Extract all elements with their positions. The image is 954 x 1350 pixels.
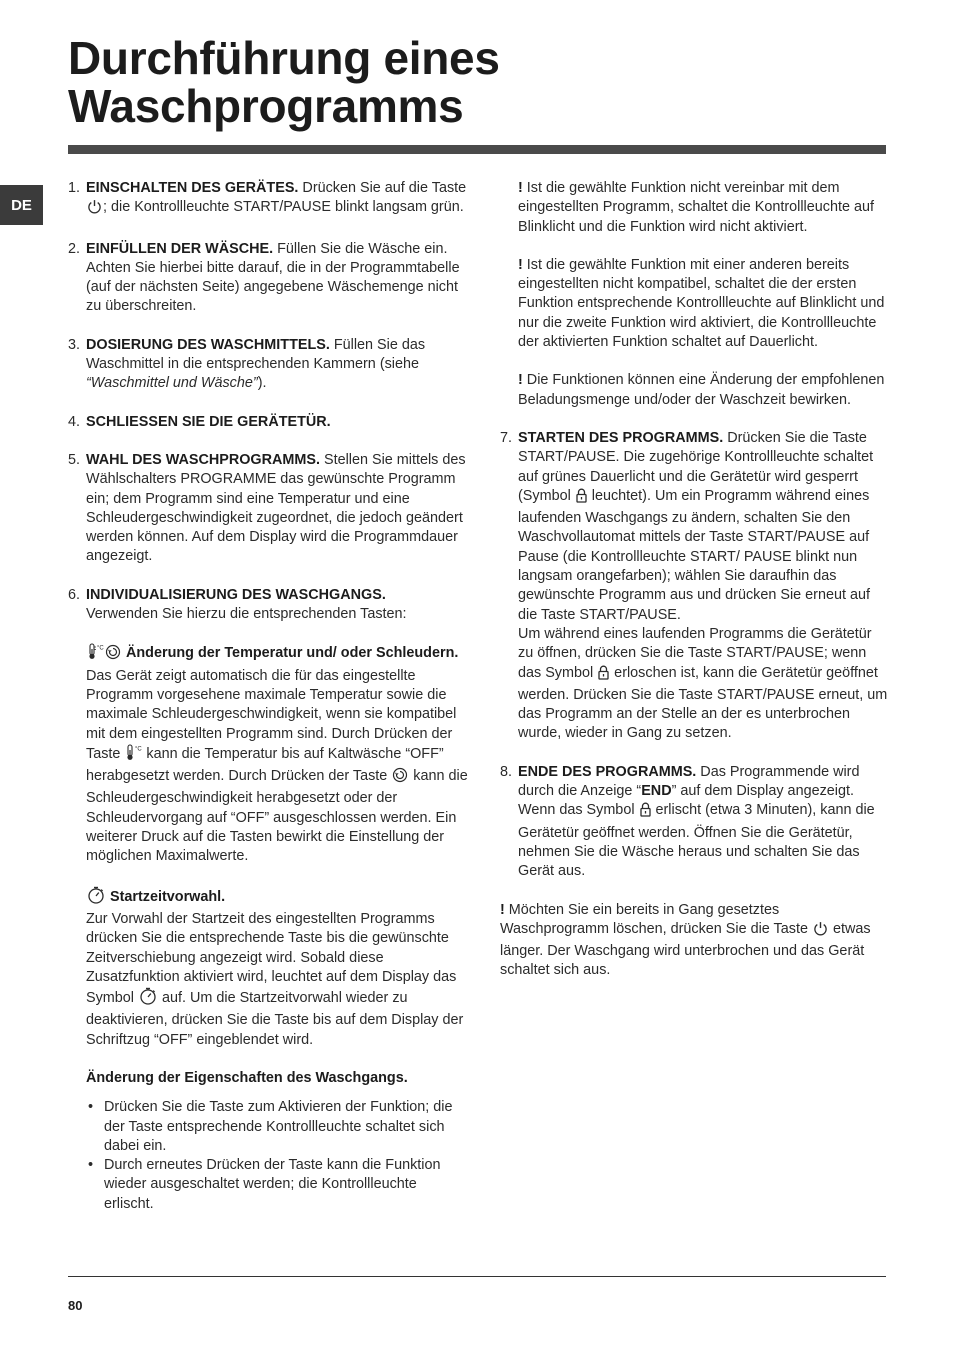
- warning-mark: !: [518, 372, 523, 389]
- note-text: Ist die gewählte Funktion mit einer anderen bereits eingestellten nicht kompatibel, schaltet die der ersten Funktion entsprechende Kontrollleuchte auf Blinklicht und nur die zweite Funktion wird aktiviert, die Kontrollleuchte der aktivierten Funktion schaltet auf Dauerlicht.: [518, 256, 885, 351]
- timer-icon: [87, 886, 105, 910]
- delay-start-heading: Startzeitvorwahl.: [110, 888, 226, 905]
- step-6: [68, 586, 468, 1214]
- step-text: erlischt (etwa 3 Minuten), kann die Gerätetür geöffnet werden. Öffnen Sie die Gerätetür, nehmen Sie die Wäsche heraus und schalten Sie das Gerät aus.: [518, 802, 875, 880]
- left-column: [68, 179, 468, 1214]
- step-intro: Verwenden Sie hierzu die entsprechenden Tasten:: [86, 606, 407, 623]
- spin-icon: [105, 644, 121, 666]
- note-incompatible-program: [500, 179, 888, 237]
- step-number: 8.: [500, 763, 513, 780]
- step-number: 6.: [68, 586, 81, 603]
- padlock-icon: [576, 488, 587, 509]
- footer-rule: [68, 1276, 886, 1277]
- step-text: ).: [257, 375, 267, 392]
- step-heading: DOSIERUNG DES WASCHMITTELS.: [86, 336, 330, 353]
- temperature-spin-text: kann die Temperatur bis auf Kaltwäsche “OFF” herabgesetzt werden. Durch Drücken der Taste: [86, 745, 444, 785]
- note-text: Die Funktionen können eine Änderung der empfohlenen Beladungsmenge und/oder der Waschzeit bewirken.: [518, 372, 885, 408]
- cross-reference: “Waschmittel und Wäsche”: [86, 375, 258, 392]
- step-number: 3.: [68, 336, 81, 353]
- delay-start-text: auf. Um die Startzeitvorwahl wieder zu deaktivieren, drücken Sie die Taste bis auf dem Display der Schriftzug “OFF” eingeblendet wird.: [86, 990, 464, 1048]
- step-text: erloschen ist, kann die Gerätetür geöffnet werden. Drücken Sie die Taste START/PAUSE erneut, um das Programm an der Stelle an der es unterbrochen wurde, wieder in Gang zu setzen.: [518, 664, 888, 742]
- step-4: [68, 413, 468, 432]
- step-heading: INDIVIDUALISIERUNG DES WASCHGANGS.: [86, 586, 386, 603]
- note-load-time: [500, 371, 888, 410]
- step-text: Füllen Sie das Waschmittel in die entsprechenden Kammern (siehe: [86, 336, 426, 373]
- step-1: [68, 179, 468, 221]
- step-heading: SCHLIESSEN SIE DIE GERÄTETÜR.: [86, 413, 331, 430]
- note-incompatible-function: [500, 256, 888, 352]
- note-cancel-program: [500, 901, 888, 981]
- step-text: Um während eines laufenden Programms die Gerätetür zu öffnen, drücken Sie die Taste START/PAUSE; wenn das Symbol: [518, 625, 872, 681]
- step-heading: WAHL DES WASCHPROGRAMMS.: [86, 451, 320, 468]
- step-text: Drücken Sie die Taste START/PAUSE. Die zugehörige Kontrollleuchte schaltet auf grünes Dauerlicht und die Gerätetür wird gesperrt (Symbol: [518, 429, 874, 504]
- list-item: • Drücken Sie die Taste zum Aktivieren der Funktion; die der Taste entsprechende Kontrollleuchte schaltet sich dabei ein.: [86, 1098, 468, 1156]
- step-3: [68, 336, 468, 394]
- step-text: Füllen Sie die Wäsche ein. Achten Sie hierbei bitte darauf, die in der Programmtabelle (auf der nächsten Seite) angegebene Wäschemenge nicht zu überschreiten.: [86, 240, 460, 315]
- delay-start-text: Zur Vorwahl der Startzeit des eingestellten Programms drücken Sie die entsprechende Taste bis die gewünschte Zeitverschiebung angezeigt wird. Sobald diese Zusatzfunktion aktiviert wird, leuchtet auf dem Display das Symbol: [86, 910, 457, 1007]
- temperature-spin-text: kann die Schleudergeschwindigkeit herabgesetzt oder der Schleudervorgang auf “OFF” ausgeschlossen werden. Ein weiterer Druck auf die Tasten bewirkt die Einstellung der möglichen Maximalwerte.: [86, 768, 468, 865]
- thermometer-celsius-icon: [125, 744, 141, 767]
- page-title: Durchführung eines Waschprogramms: [68, 32, 500, 132]
- step-5: [68, 451, 468, 567]
- step-number: 5.: [68, 451, 81, 468]
- wash-properties-heading: Änderung der Eigenschaften des Waschgangs.: [86, 1069, 408, 1086]
- list-item: • Durch erneutes Drücken der Taste kann die Funktion wieder ausgeschaltet werden; die Kontrollleuchte erlischt.: [86, 1156, 468, 1214]
- step-text: leuchtet). Um ein Programm während eines laufenden Waschgangs zu ändern, schalten Sie den Waschvollautomat mittels der Taste START/PAUSE auf Pause (die Kontrollleuchte START/ PAUSE blinkt nun langsam orangefarben); wählen Sie daraufhin das gewünschte Programm aus und drücken Sie erneut auf die Taste START/PAUSE.: [518, 487, 870, 623]
- note-text: Ist die gewählte Funktion nicht vereinbar mit dem eingestellten Programm, schaltet die Kontrollleuchte auf Blinklicht und die Funktion wird nicht aktiviert.: [518, 180, 874, 235]
- thermometer-celsius-icon: [87, 643, 103, 666]
- step-heading: EINFÜLLEN DER WÄSCHE.: [86, 240, 274, 257]
- step-text: ” auf dem Display angezeigt. Wenn das Symbol: [518, 783, 854, 819]
- step-2: [68, 240, 468, 317]
- temperature-spin-heading: Änderung der Temperatur und/ oder Schleudern.: [126, 645, 459, 662]
- page-number: 80: [68, 1298, 83, 1313]
- power-icon: [87, 199, 102, 220]
- temperature-spin-section: [86, 643, 468, 866]
- timer-icon: [139, 987, 157, 1011]
- padlock-icon: [640, 802, 651, 823]
- note-text: etwas länger. Der Waschgang wird unterbrochen und das Gerät schaltet sich aus.: [500, 920, 871, 979]
- step-text: Das Programmende wird durch die Anzeige “: [518, 763, 860, 800]
- step-heading: EINSCHALTEN DES GERÄTES.: [86, 180, 299, 196]
- svg-text:°C: °C: [97, 645, 104, 652]
- step-8: [500, 763, 888, 882]
- warning-mark: !: [500, 901, 505, 918]
- step-text: ; die Kontrollleuchte START/PAUSE blinkt langsam grün.: [103, 199, 464, 216]
- note-text: Möchten Sie ein bereits in Gang gesetztes Waschprogramm löschen, drücken Sie die Taste: [500, 901, 812, 937]
- warning-mark: !: [518, 180, 523, 196]
- step-7: [500, 429, 888, 744]
- step-number: 4.: [68, 413, 81, 430]
- right-column: [500, 179, 888, 981]
- spin-icon: [392, 767, 408, 789]
- padlock-icon: [598, 665, 609, 686]
- delay-start-section: [86, 886, 468, 1050]
- step-number: 2.: [68, 240, 81, 257]
- power-icon: [813, 921, 828, 942]
- step-number: 1.: [68, 180, 81, 196]
- temperature-spin-text: Das Gerät zeigt automatisch die für das eingestellte Programm vorgesehene maximale Temperatur sowie die maximale Schleudergeschwindigkeit, wenn sie kompatibel mit dem eingestellten Programm sind. Durch Drücken der Taste: [86, 667, 457, 762]
- step-heading: ENDE DES PROGRAMMS.: [518, 763, 697, 780]
- step-text: Drücken Sie auf die Taste: [298, 180, 467, 196]
- warning-mark: !: [518, 256, 523, 273]
- wash-properties-section: [86, 1069, 468, 1214]
- step-text: Stellen Sie mittels des Wählschalters PROGRAMME das gewünschte Programm ein; dem Programm sind eine Temperatur und eine Schleudergeschwindigkeit zugeordnet, die jedoch geändert werden können. Auf dem Display wird die Programmdauer angezeigt.: [86, 451, 466, 565]
- language-tab: DE: [0, 185, 43, 225]
- step-number: 7.: [500, 429, 513, 446]
- end-display-word: END: [641, 783, 672, 800]
- svg-text:°C: °C: [135, 746, 143, 753]
- title-rule: [68, 145, 886, 154]
- step-heading: STARTEN DES PROGRAMMS.: [518, 429, 724, 446]
